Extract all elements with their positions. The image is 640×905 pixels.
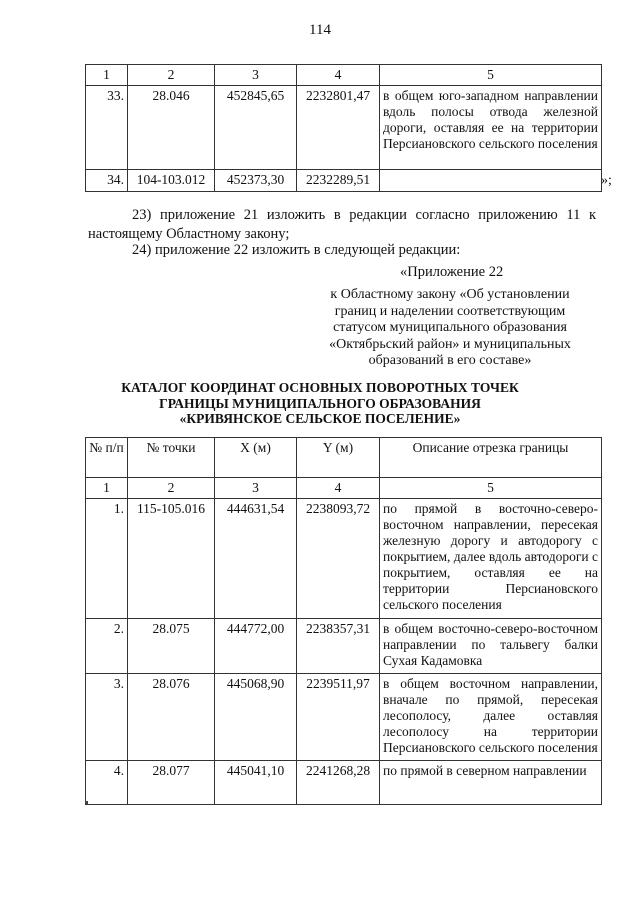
table-row bbox=[86, 86, 602, 170]
col-num-2: 2 bbox=[128, 478, 215, 499]
point-number: 28.077 bbox=[128, 761, 215, 805]
y-coordinate: 2241268,28 bbox=[297, 761, 380, 805]
column-header-row-number: № п/п bbox=[86, 438, 128, 478]
paragraph-24: 24) приложение 22 изложить в следующей редакции: bbox=[132, 242, 461, 258]
y-coordinate: 2238093,72 bbox=[297, 499, 380, 619]
column-header-y: Y (м) bbox=[297, 438, 380, 478]
y-coordinate: 2232801,47 bbox=[297, 86, 380, 170]
col-num-5: 5 bbox=[380, 65, 602, 86]
col-num-4: 4 bbox=[297, 478, 380, 499]
point-number: 28.075 bbox=[128, 619, 215, 674]
page-number: 114 bbox=[309, 22, 331, 38]
segment-description: в общем юго-западном направлении вдоль полосы отвода железной дороги, оставляя ее на территории Персиановского сельского поселения bbox=[380, 86, 602, 170]
column-header-description: Описание отрезка границы bbox=[380, 438, 602, 478]
y-coordinate: 2238357,31 bbox=[297, 619, 380, 674]
point-number: 28.076 bbox=[128, 674, 215, 761]
table-row bbox=[86, 674, 602, 761]
x-coordinate: 445041,10 bbox=[215, 761, 297, 805]
segment-description: по прямой в северном направлении bbox=[380, 761, 602, 805]
col-num-5: 5 bbox=[380, 478, 602, 499]
table-top-number-row bbox=[86, 65, 602, 86]
table-row bbox=[86, 619, 602, 674]
col-num-3: 3 bbox=[215, 478, 297, 499]
segment-description: в общем восточном направлении, вначале по прямой, пересекая лесополосу, далее оставляя лесополосу на территории Персиановского сельского поселения bbox=[380, 674, 602, 761]
appendix-subtitle: к Областному закону «Об установлении границ и наделении соответствующим статусом муниципального образования «Октябрьский район» и муниципальных образований в его составе» bbox=[329, 287, 571, 368]
row-number: 3. bbox=[86, 674, 128, 761]
table-header-row bbox=[86, 438, 602, 478]
appendix-title: «Приложение 22 bbox=[400, 264, 504, 280]
table-main bbox=[85, 437, 602, 805]
column-header-point: № точки bbox=[128, 438, 215, 478]
table-row bbox=[86, 761, 602, 805]
x-coordinate: 445068,90 bbox=[215, 674, 297, 761]
x-coordinate: 452845,65 bbox=[215, 86, 297, 170]
closing-quote: »; bbox=[601, 173, 612, 188]
row-number: 2. bbox=[86, 619, 128, 674]
catalog-title: КАТАЛОГ КООРДИНАТ ОСНОВНЫХ ПОВОРОТНЫХ ТОЧЕК ГРАНИЦЫ МУНИЦИПАЛЬНОГО ОБРАЗОВАНИЯ «КРИВЯНСКОЕ СЕЛЬСКОЕ ПОСЕЛЕНИЕ» bbox=[121, 380, 519, 426]
column-header-x: X (м) bbox=[215, 438, 297, 478]
col-num-4: 4 bbox=[297, 65, 380, 86]
point-number: 115-105.016 bbox=[128, 499, 215, 619]
row-number: 4. bbox=[86, 761, 128, 805]
segment-description: в общем восточно-северо-восточном направлении по тальвегу балки Сухая Кадамовка bbox=[380, 619, 602, 674]
y-coordinate: 2232289,51 bbox=[297, 170, 380, 192]
point-number: 104-103.012 bbox=[128, 170, 215, 192]
x-coordinate: 452373,30 bbox=[215, 170, 297, 192]
table-top bbox=[85, 64, 602, 192]
x-coordinate: 444772,00 bbox=[215, 619, 297, 674]
x-coordinate: 444631,54 bbox=[215, 499, 297, 619]
row-number: 33. bbox=[86, 86, 128, 170]
row-number: 34. bbox=[86, 170, 128, 192]
row-number: 1. bbox=[86, 499, 128, 619]
table-row bbox=[86, 170, 602, 192]
scan-speck bbox=[85, 801, 88, 804]
point-number: 28.046 bbox=[128, 86, 215, 170]
col-num-3: 3 bbox=[215, 65, 297, 86]
col-num-1: 1 bbox=[86, 65, 128, 86]
segment-description bbox=[380, 170, 602, 192]
table-row bbox=[86, 499, 602, 619]
segment-description: по прямой в восточно-северо-восточном направлении, пересекая железную дорогу и автодорогу с покрытием, далее вдоль автодороги с покрытием, оставляя ее на территории Персиановского сельского поселения bbox=[380, 499, 602, 619]
table-number-row bbox=[86, 478, 602, 499]
y-coordinate: 2239511,97 bbox=[297, 674, 380, 761]
col-num-2: 2 bbox=[128, 65, 215, 86]
col-num-1: 1 bbox=[86, 478, 128, 499]
paragraph-23: 23) приложение 21 изложить в редакции согласно приложению 11 к настоящему Областному закону; bbox=[88, 207, 596, 242]
